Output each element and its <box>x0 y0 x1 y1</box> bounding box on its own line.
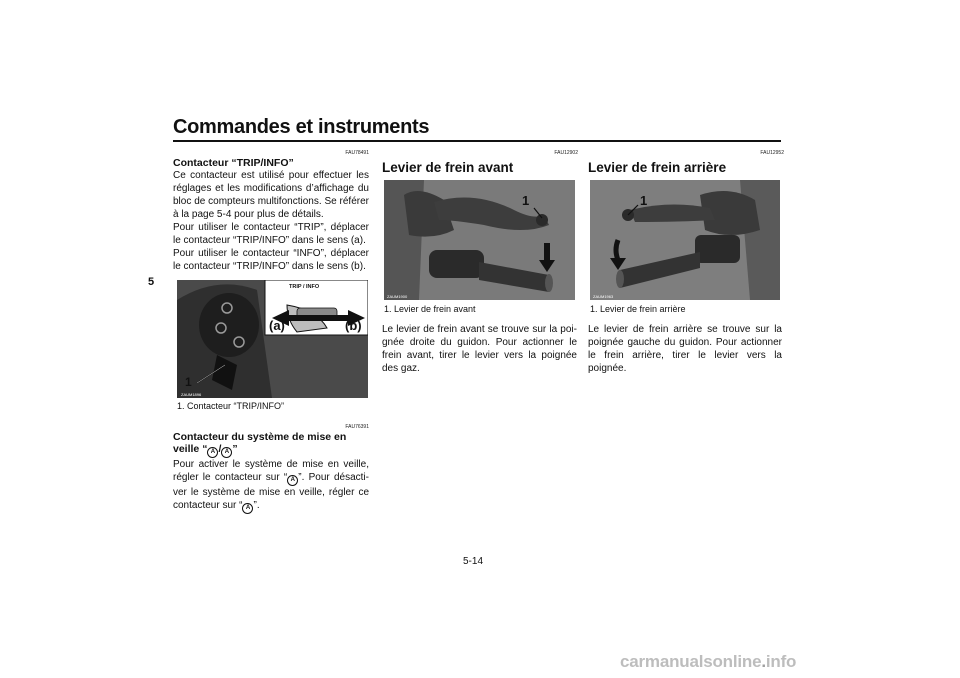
watermark-tld: info <box>765 652 797 671</box>
section-code: FAU12902 <box>554 150 578 156</box>
trip-info-switch-illustration <box>177 280 368 398</box>
standby-heading-line-1: Contacteur du système de mise en <box>173 431 347 443</box>
standby-paragraph-part-1: Pour activer le système de mise en veille, régler le contacteur sur “ <box>173 459 369 483</box>
standby-off-icon: A <box>242 503 253 514</box>
callout-number: 1 <box>640 193 648 208</box>
front-brake-caption: 1. Levier de frein avant <box>384 304 476 314</box>
front-brake-photo <box>384 180 575 300</box>
standby-off-icon: A <box>221 447 232 458</box>
figure-code: ZAUM1900 <box>387 294 408 299</box>
callout-number: 1 <box>185 375 192 389</box>
direction-label-b: (b) <box>345 318 362 333</box>
rear-brake-heading: Levier de frein arrière <box>588 160 727 175</box>
standby-on-icon: A <box>207 447 218 458</box>
standby-paragraph-part-2: ”. Pour désactiver le système de mise en veille, régler ce contacteur sur “ <box>173 472 369 511</box>
standby-paragraph-part-3: ”. <box>253 500 260 511</box>
watermark-dot: . <box>761 652 766 671</box>
section-code: FAU76391 <box>345 424 369 430</box>
figure-code: ZAUM1963 <box>593 294 614 299</box>
front-brake-illustration <box>384 180 575 300</box>
front-brake-heading: Levier de frein avant <box>382 160 514 175</box>
standby-section <box>173 424 369 514</box>
trip-info-section <box>173 150 369 273</box>
standby-paragraph <box>173 458 369 514</box>
trip-info-switch-photo <box>177 280 368 398</box>
standby-heading-line-2-start: veille “ <box>173 443 208 455</box>
rear-brake-paragraph: Le levier de frein arrière se trouve sur la poignée gauche du guidon. Pour actionner le frein arrière, tirer le levier vers la poignée. <box>588 324 782 374</box>
watermark <box>620 652 796 672</box>
header-rule <box>173 140 781 142</box>
trip-info-heading: Contacteur “TRIP/INFO” <box>173 157 294 169</box>
page-title: Commandes et instruments <box>173 116 430 138</box>
page-number: 5-14 <box>463 556 484 567</box>
trip-info-paragraph-1: Ce contacteur est utilisé pour effectuer les réglages et les modifications d’affichage du bloc de compteurs multifonctions. Se référer à la page 5-4 pour plus de détails. <box>173 170 369 220</box>
standby-heading-line-2-end: ” <box>232 443 238 455</box>
rear-brake-section <box>588 150 784 176</box>
figure-code: ZAUM1896 <box>181 392 202 397</box>
front-brake-paragraph: Le levier de frein avant se trouve sur la poignée droite du guidon. Pour actionner le frein avant, tirer le levier vers la poignée des gaz. <box>382 324 577 374</box>
section-code: FAU12952 <box>760 150 784 156</box>
chapter-number: 5 <box>148 276 155 288</box>
standby-heading <box>173 431 369 458</box>
trip-info-caption: 1. Contacteur “TRIP/INFO” <box>177 401 285 411</box>
rear-brake-illustration <box>590 180 780 300</box>
front-brake-section <box>382 150 578 176</box>
trip-info-paragraph-3: Pour utiliser le contacteur “INFO”, déplacer le contacteur “TRIP/INFO” dans le sens (b). <box>173 248 369 272</box>
callout-number: 1 <box>522 193 530 208</box>
trip-info-paragraph-2: Pour utiliser le contacteur “TRIP”, déplacer le contacteur “TRIP/INFO” dans le sens (a). <box>173 222 369 246</box>
standby-on-icon: A <box>287 475 298 486</box>
standby-heading-separator: / <box>218 443 222 455</box>
rear-brake-photo <box>590 180 780 300</box>
section-code: FAU78491 <box>345 150 369 156</box>
direction-label-a: (a) <box>269 318 285 333</box>
rear-brake-caption: 1. Levier de frein arrière <box>590 304 686 314</box>
watermark-main: carmanualsonline <box>620 652 762 671</box>
trip-info-inset-label: TRIP / INFO <box>289 284 320 290</box>
